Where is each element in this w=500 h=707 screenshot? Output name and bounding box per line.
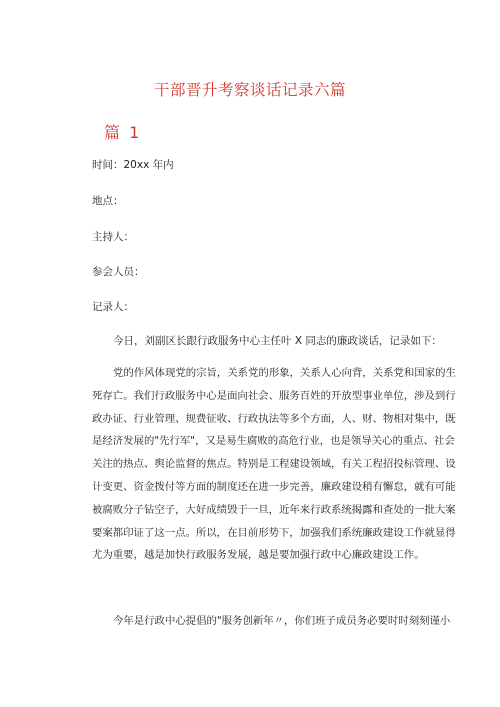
field-time: 时间：20xx 年内 [92,159,174,171]
paragraph-1-line: 党的作风体现党的宗旨，关系党的形象，关系人心向背，关系党和国家的生 [113,367,456,379]
paragraph-2 [92,610,451,633]
paragraph-intro: 今日，刘副区长跟行政服务中心主任叶 X 同志的廉政谈话，记录如下： [113,335,442,347]
paragraph-1-line: 尤为重要，越是加快行政服务发展，越是要加强行政中心廉政建设工作。 [92,549,425,562]
field-place: 地点： [92,195,124,207]
paragraph-2-line: 今年是行政中心提倡的"服务创新年〃，你们班子成员务必要时时刻刻谨小 [113,615,451,627]
field-host: 主持人： [92,231,134,243]
field-attendees: 参会人员： [92,266,145,278]
paragraph-1-line: 计变更、资金拨付等方面的制度还在进一步完善，廉政建设稍有懈怠，就有可能 [92,480,456,493]
paragraph-1-line: 政办证、行业管理、规费征收、行政执法等多个方面，人、财、物相对集中，既 [92,412,456,425]
paragraph-1-line: 关注的热点、舆论监督的焦点。特别是工程建设领域，有关工程招投标管理、设 [92,458,456,471]
paragraph-1-line: 被腐败分子钻空子，大好成绩毁于一旦，近年来行政系统揭露和查处的一批大案 [92,503,456,516]
paragraph-1-line: 要案都印证了这一点。所以，在目前形势下，加强我们系统廉政建设工作就显得 [92,526,456,539]
paragraph-1-line: 是经济发展的"先行军"，又是易生腐败的高危行业，也是领导关心的重点、社会 [92,435,455,448]
paragraph-1 [92,362,456,567]
document-title: 干部晋升考察谈话记录六篇 [153,81,346,99]
section-heading: 篇 1 [104,123,142,142]
paragraph-1-line: 死存亡。我们行政服务中心是面向社会、服务百姓的开放型事业单位，涉及到行 [92,389,456,402]
field-recorder: 记录人： [92,301,134,313]
